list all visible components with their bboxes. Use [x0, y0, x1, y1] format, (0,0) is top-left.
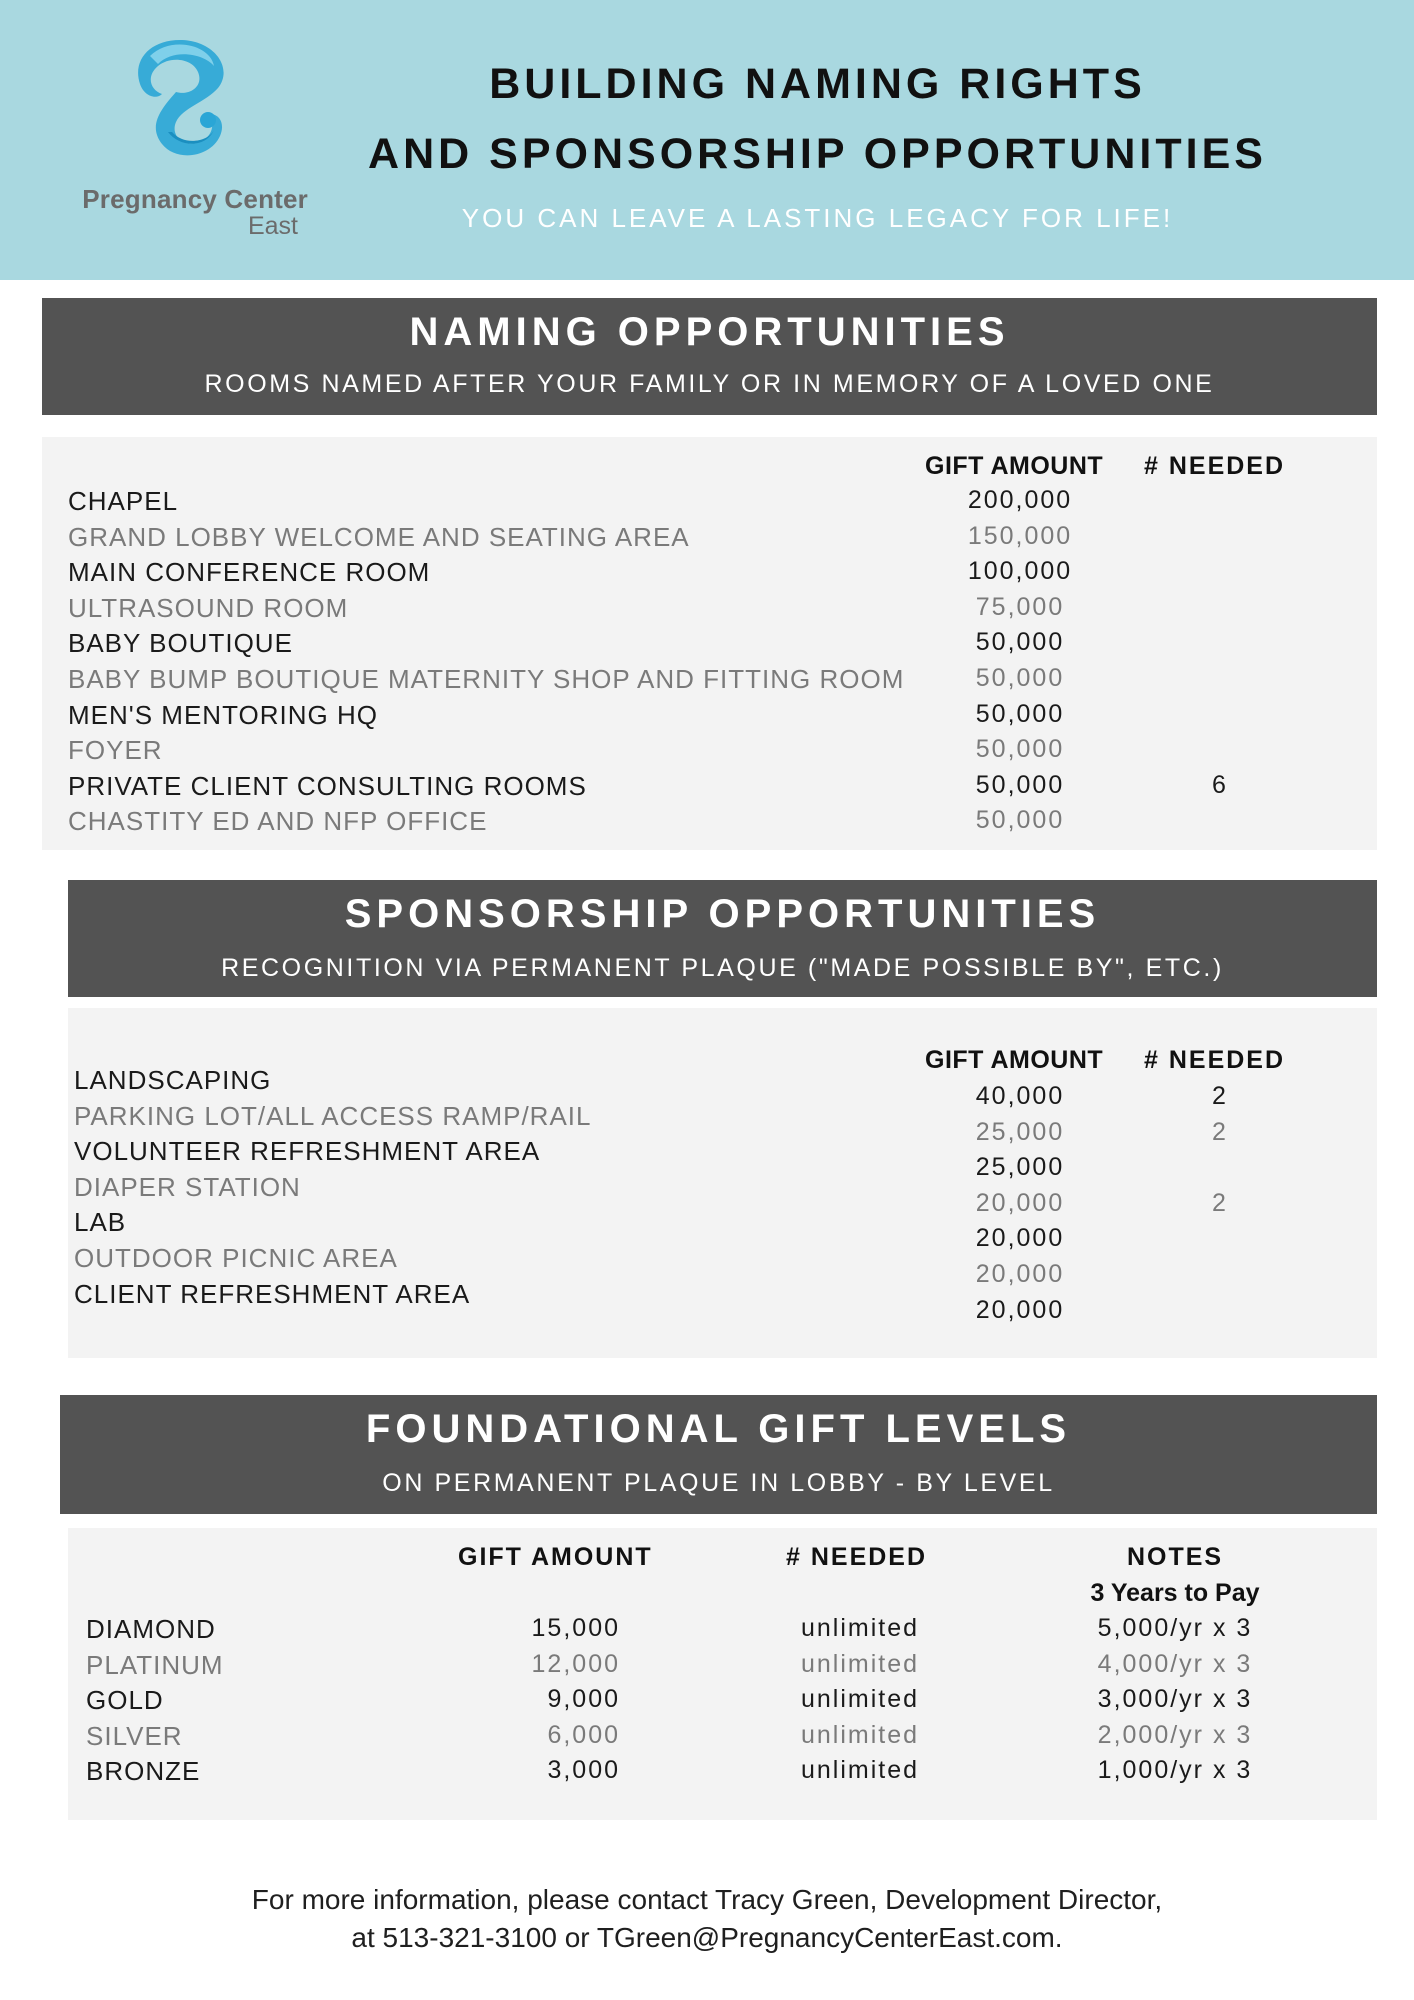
naming-row-label: MEN'S MENTORING HQ [68, 699, 378, 730]
naming-row-label: GRAND LOBBY WELCOME AND SEATING AREA [68, 521, 690, 552]
sponsorship-row-amount: 20,000 [975, 1188, 1065, 1217]
logo-subname: East [247, 212, 298, 240]
sponsorship-row-amount: 20,000 [975, 1260, 1065, 1288]
foundational-row-label: DIAMOND [86, 1614, 216, 1644]
naming-row-label: ULTRASOUND ROOM [68, 592, 349, 623]
naming-row-amount: 50,000 [975, 628, 1065, 657]
foundational-row-note: 5,000/yr x 3 [1097, 1614, 1253, 1642]
foundational-row-needed: unlimited [800, 1720, 920, 1749]
naming-row-label: MAIN CONFERENCE ROOM [68, 557, 431, 588]
foundational-row-note: 1,000/yr x 3 [1097, 1756, 1253, 1785]
foundational-row-amount: 6,000 [547, 1720, 620, 1749]
sponsorship-banner [68, 880, 1377, 997]
sponsorship-col-gift: GIFT AMOUNT [925, 1046, 1104, 1074]
naming-row-needed: 6 [1212, 770, 1228, 799]
pregnancy-logo-icon [110, 36, 240, 186]
naming-col-needed: # NEEDED [1144, 452, 1286, 480]
logo [48, 32, 308, 252]
page-title-line2: AND SPONSORSHIP OPPORTUNITIES [368, 130, 1267, 178]
foundational-col-notes: NOTES [1126, 1543, 1224, 1571]
page-title-line1: BUILDING NAMING RIGHTS [489, 60, 1146, 108]
foundational-row-label: BRONZE [86, 1756, 201, 1787]
naming-row-amount: 50,000 [975, 735, 1065, 764]
naming-row-amount: 50,000 [975, 770, 1065, 799]
foundational-title: FOUNDATIONAL GIFT LEVELS [365, 1407, 1072, 1451]
sponsorship-row-label: PARKING LOT/ALL ACCESS RAMP/RAIL [74, 1100, 592, 1131]
naming-row-amount: 50,000 [975, 699, 1065, 728]
sponsorship-title: SPONSORSHIP OPPORTUNITIES [344, 892, 1101, 936]
foundational-row-needed: unlimited [800, 1649, 920, 1678]
sponsorship-row-amount: 25,000 [975, 1153, 1065, 1182]
sponsorship-row-amount: 25,000 [975, 1117, 1065, 1146]
sponsorship-row-needed: 2 [1212, 1082, 1228, 1110]
naming-row-label: CHASTITY ED AND NFP OFFICE [68, 806, 488, 837]
foundational-row-needed: unlimited [800, 1685, 920, 1714]
tagline: YOU CAN LEAVE A LASTING LEGACY FOR LIFE! [461, 203, 1174, 233]
naming-row-amount: 75,000 [975, 592, 1065, 621]
sponsorship-row-label: LAB [74, 1207, 127, 1238]
foundational-notes-sub: 3 Years to Pay [1090, 1579, 1260, 1607]
logo-name: Pregnancy Center [82, 184, 308, 214]
foundational-row-note: 4,000/yr x 3 [1097, 1649, 1253, 1678]
sponsorship-row-needed: 2 [1212, 1188, 1228, 1217]
foundational-row-label: PLATINUM [86, 1649, 224, 1680]
foundational-row-label: SILVER [86, 1720, 183, 1751]
footer-contact: at 513-321-3100 or TGreen@PregnancyCenterEast.com. [351, 1922, 1063, 1953]
foundational-row-needed: unlimited [800, 1614, 920, 1642]
foundational-row-note: 2,000/yr x 3 [1097, 1720, 1253, 1749]
sponsorship-col-needed: # NEEDED [1144, 1046, 1286, 1074]
foundational-row-amount: 15,000 [531, 1614, 620, 1642]
sponsorship-row-amount: 40,000 [975, 1082, 1065, 1110]
naming-row-amount: 150,000 [967, 521, 1073, 550]
sponsorship-subtitle: RECOGNITION VIA PERMANENT PLAQUE ("MADE POSSIBLE BY", ETC.) [221, 954, 1224, 982]
foundational-row-amount: 3,000 [547, 1756, 620, 1785]
naming-row-label: CHAPEL [68, 486, 179, 516]
foundational-row-note: 3,000/yr x 3 [1097, 1685, 1253, 1714]
footer-line1: For more information, please contact Tracy Green, Development Director, [251, 1884, 1163, 1915]
naming-row-label: BABY BUMP BOUTIQUE MATERNITY SHOP AND FITTING ROOM [68, 664, 905, 694]
naming-subtitle: ROOMS NAMED AFTER YOUR FAMILY OR IN MEMORY OF A LOVED ONE [204, 370, 1215, 398]
sponsorship-row-needed: 2 [1212, 1117, 1228, 1146]
naming-row-amount: 50,000 [975, 664, 1065, 692]
naming-banner [42, 298, 1377, 415]
header-band [0, 0, 1414, 280]
foundational-banner [60, 1395, 1377, 1514]
naming-row-label: FOYER [68, 735, 163, 766]
sponsorship-row-label: DIAPER STATION [74, 1171, 301, 1202]
sponsorship-row-label: CLIENT REFRESHMENT AREA [74, 1278, 471, 1309]
foundational-row-amount: 12,000 [531, 1649, 620, 1678]
naming-row-amount: 100,000 [967, 557, 1073, 586]
sponsorship-row-label: LANDSCAPING [74, 1065, 272, 1095]
naming-row-amount: 200,000 [967, 486, 1073, 514]
naming-col-gift: GIFT AMOUNT [925, 452, 1104, 480]
naming-row-label: PRIVATE CLIENT CONSULTING ROOMS [68, 770, 587, 801]
foundational-col-needed: # NEEDED [786, 1543, 928, 1571]
sponsorship-row-label: VOLUNTEER REFRESHMENT AREA [74, 1136, 541, 1167]
naming-row-amount: 50,000 [975, 806, 1065, 835]
foundational-subtitle: ON PERMANENT PLAQUE IN LOBBY - BY LEVEL [382, 1469, 1055, 1497]
sponsorship-row-label: OUTDOOR PICNIC AREA [74, 1243, 398, 1273]
foundational-row-label: GOLD [86, 1685, 164, 1716]
foundational-row-amount: 9,000 [547, 1685, 620, 1714]
sponsorship-row-amount: 20,000 [975, 1295, 1065, 1324]
naming-row-label: BABY BOUTIQUE [68, 628, 293, 659]
foundational-col-gift: GIFT AMOUNT [458, 1543, 653, 1571]
naming-title: NAMING OPPORTUNITIES [409, 310, 1010, 354]
foundational-row-needed: unlimited [800, 1756, 920, 1785]
sponsorship-row-amount: 20,000 [975, 1224, 1065, 1253]
